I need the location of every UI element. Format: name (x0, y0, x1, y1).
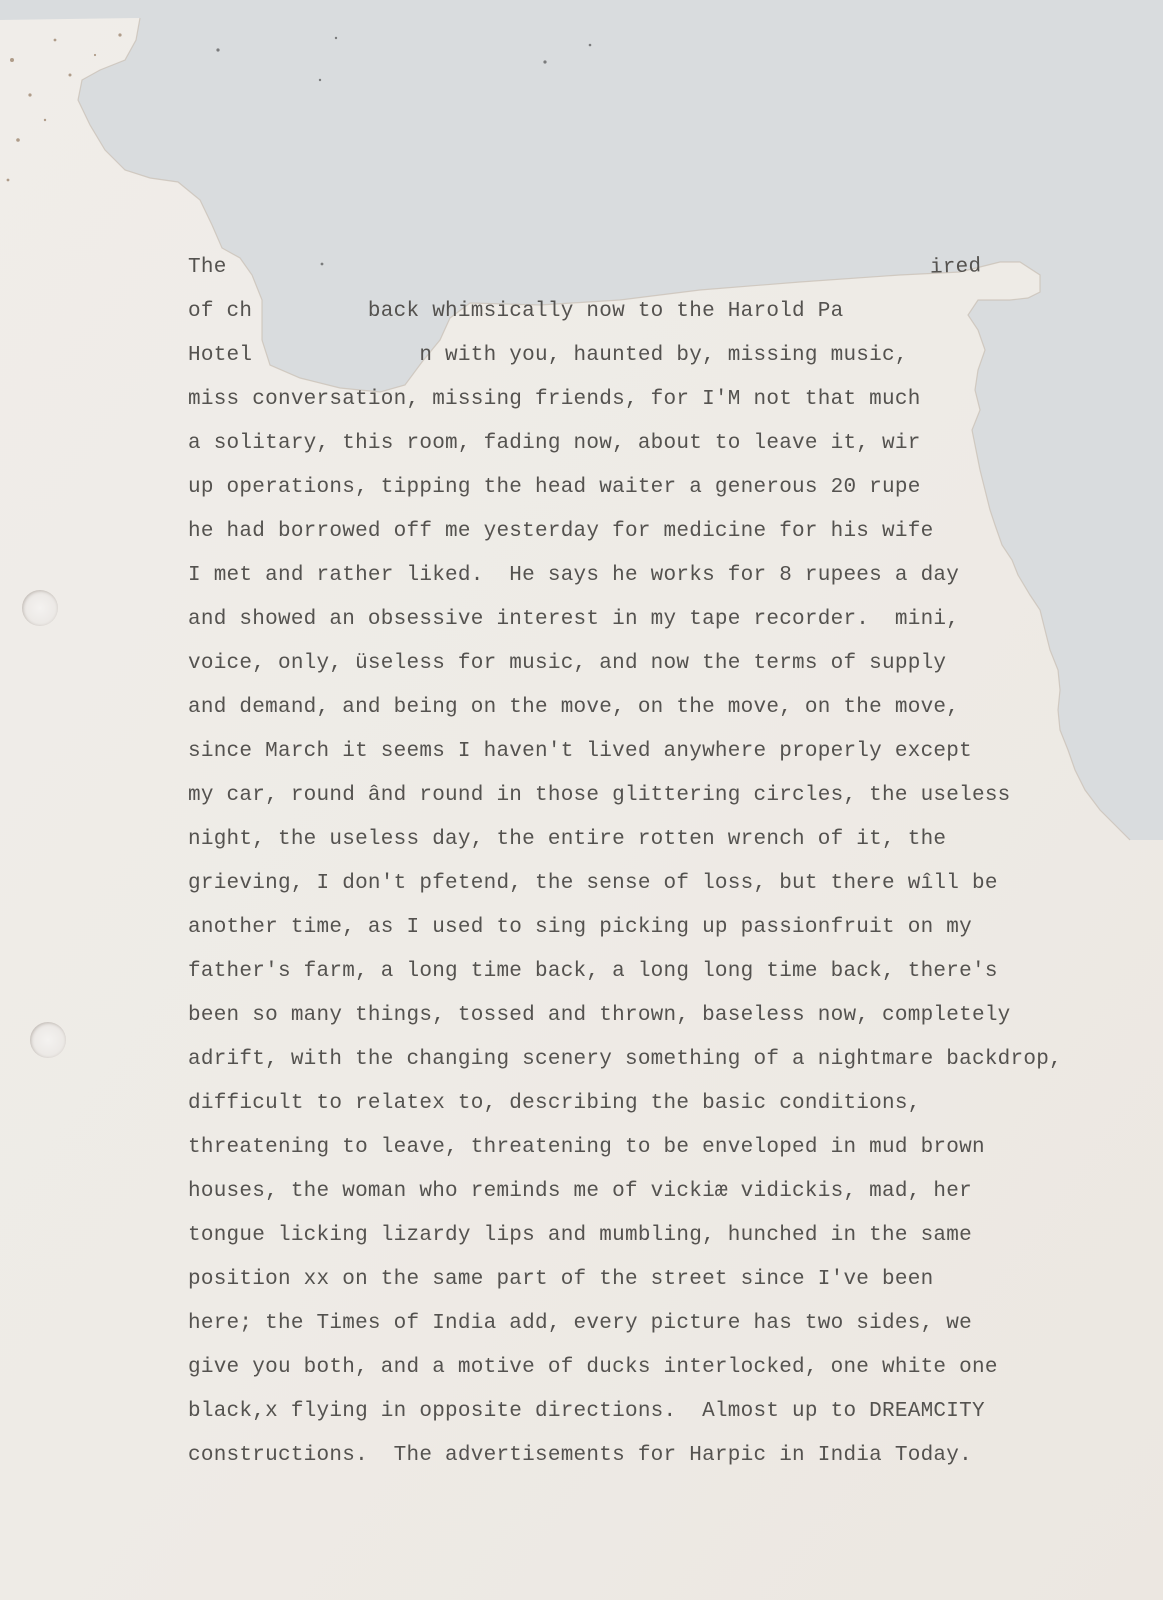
text-line: houses, the woman who reminds me of vickiæ vidickis, mad, her (188, 1180, 972, 1203)
text-line: black,x flying in opposite directions. Almost up to DREAMCITY (188, 1400, 985, 1423)
text-line: night, the useless day, the entire rotten wrench of it, the (188, 828, 947, 851)
punch-hole-top (22, 590, 58, 626)
text-line-fragment: ired (929, 255, 982, 280)
text-line: adrift, with the changing scenery something of a nightmare backdrop, (188, 1048, 1062, 1071)
text-line: and showed an obsessive interest in my tape recorder. mini, (188, 608, 960, 631)
text-line: another time, as I used to sing picking up passionfruit on my (188, 916, 972, 939)
text-line: tongue licking lizardy lips and mumbling, hunched in the same (188, 1224, 972, 1247)
text-line: a solitary, this room, fading now, about to leave it, wir (188, 432, 921, 455)
text-line: here; the Times of India add, every picture has two sides, we (188, 1312, 972, 1335)
text-line: difficult to relatex to, describing the basic conditions, (188, 1092, 921, 1115)
text-line: Hotel n with you, haunted by, missing music, (188, 344, 908, 367)
text-line: he had borrowed off me yesterday for medicine for his wife (188, 520, 934, 543)
text-line: constructions. The advertisements for Harpic in India Today. (188, 1444, 972, 1467)
text-line: grieving, I don't pfetend, the sense of loss, but there wîll be (188, 872, 998, 895)
text-line: and demand, and being on the move, on the move, on the move, (188, 696, 960, 719)
text-line: give you both, and a motive of ducks interlocked, one white one (188, 1356, 998, 1379)
text-line: position xx on the same part of the street since I've been (188, 1268, 934, 1291)
text-line: been so many things, tossed and thrown, baseless now, completely (188, 1004, 1011, 1027)
text-line: father's farm, a long time back, a long long time back, there's (188, 960, 998, 983)
text-line: The (188, 256, 227, 279)
text-line: voice, only, üseless for music, and now the terms of supply (188, 652, 947, 675)
punch-hole-bottom (30, 1022, 66, 1058)
text-line: of ch back whimsically now to the Harold Pa (188, 300, 844, 323)
text-line: miss conversation, missing friends, for I'M not that much (188, 388, 921, 411)
text-line: threatening to leave, threatening to be enveloped in mud brown (188, 1136, 985, 1159)
text-line: I met and rather liked. He says he works for 8 rupees a day (188, 564, 960, 587)
text-line: up operations, tipping the head waiter a generous 20 rupe (188, 476, 921, 499)
text-line: since March it seems I haven't lived anywhere properly except (188, 740, 972, 763)
text-line: my car, round ând round in those glittering circles, the useless (188, 784, 1011, 807)
